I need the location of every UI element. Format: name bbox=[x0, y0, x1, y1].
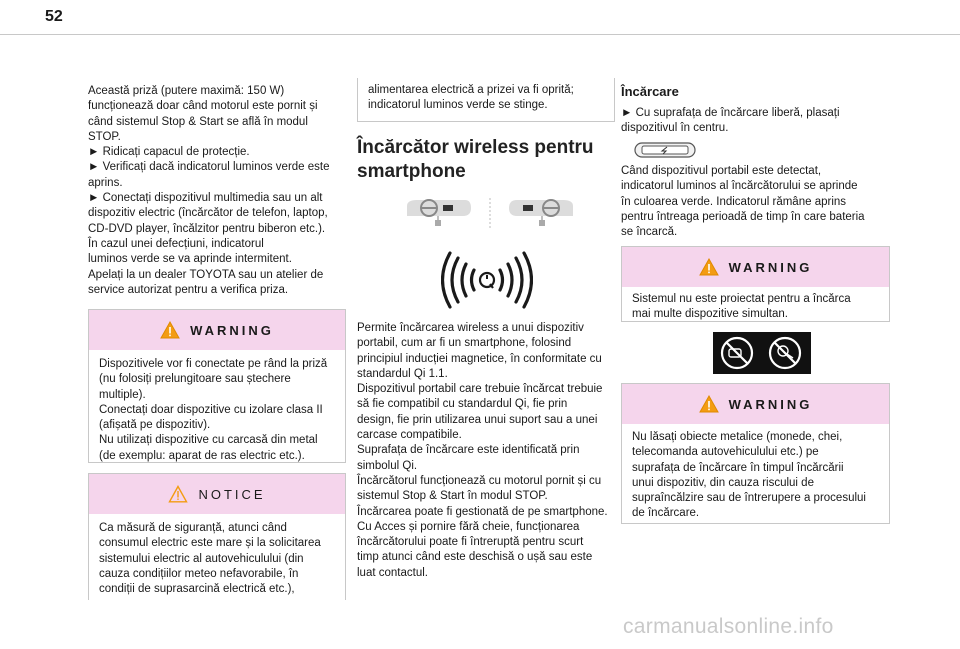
qi-wireless-charging-icon bbox=[441, 250, 533, 312]
page-number: 52 bbox=[45, 8, 63, 25]
notice-cont-line: alimentarea electrică a prizei va fi oprită; bbox=[368, 84, 574, 96]
col2-line: Suprafața de încărcare este identificată prin bbox=[357, 444, 580, 457]
col3-line: în culoarea verde. Indicatorul rămâne aprins bbox=[621, 195, 847, 208]
section-title-line: smartphone bbox=[357, 161, 466, 182]
col1-line: service autorizat pentru a verifica priza. bbox=[88, 283, 289, 296]
notice-box bbox=[88, 473, 346, 600]
col1-line: ► Verificați dacă indicatorul luminos verde este bbox=[88, 161, 330, 174]
warning-line: mai multe dispozitive simultan. bbox=[632, 308, 788, 321]
col1-line: funcționează doar când motorul este pornit și bbox=[88, 100, 318, 113]
col2-line: standardul Qi 1.1. bbox=[357, 367, 448, 380]
col2-line: Permite încărcarea wireless a unui dispozitiv bbox=[357, 322, 584, 334]
notice-triangle-icon bbox=[168, 485, 188, 503]
col1-line: când sistemul Stop & Start se află în modul bbox=[88, 115, 308, 128]
col1-text bbox=[88, 84, 344, 298]
notice-line: consumul electric este mare și la solicitarea bbox=[99, 537, 321, 550]
warning-line: (nu folosiți prelungitoare sau ștechere bbox=[99, 373, 291, 386]
col1-line: CD-DVD player, încălzitor pentru biberon etc.). bbox=[88, 222, 326, 235]
warning-header bbox=[89, 310, 345, 350]
notice-cont-line: indicatorul luminos verde se stinge. bbox=[368, 99, 548, 112]
col1-line: luminos verde se va aprinde intermitent. bbox=[88, 253, 292, 266]
notice-header bbox=[89, 474, 345, 514]
col2-line: simbolul Qi. bbox=[357, 459, 418, 472]
col3-step-line: dispozitivul în centru. bbox=[621, 122, 729, 135]
col3-step bbox=[621, 106, 889, 137]
warning-line: Nu lăsați obiecte metalice (monede, chei, bbox=[632, 431, 843, 443]
warning-triangle-icon bbox=[699, 395, 719, 413]
section-title bbox=[357, 136, 617, 184]
col2-line: carcase compatibile. bbox=[357, 429, 462, 442]
no-metal-objects-icon bbox=[713, 332, 811, 374]
col3-text bbox=[621, 164, 889, 240]
notice-box-continued bbox=[357, 78, 615, 122]
col1-line: Această priză (putere maximă: 150 W) bbox=[88, 85, 285, 97]
col1-line: dispozitiv electric (încărcător de telefon, laptop, bbox=[88, 207, 328, 220]
col1-line: STOP. bbox=[88, 130, 121, 143]
col2-line: sistemul Stop & Start în modul STOP. bbox=[357, 490, 548, 503]
col1-line: În cazul unei defecțiuni, indicatorul bbox=[88, 237, 264, 250]
warning-line: Nu utilizați dispozitive cu carcasă din metal bbox=[99, 434, 318, 447]
col1-line: ► Conectați dispozitivul multimedia sau un alt bbox=[88, 192, 323, 205]
col3-line: se încarcă. bbox=[621, 226, 678, 239]
warning-header bbox=[622, 247, 889, 287]
warning-box-metal-objects bbox=[621, 383, 890, 524]
dashboard-location-icon bbox=[405, 196, 575, 232]
col2-line: Încărcătorul funcționează cu motorul pornit și cu bbox=[357, 474, 602, 487]
watermark: carmanualsonline.info bbox=[623, 615, 834, 638]
charging-pad-icon bbox=[634, 142, 696, 158]
col2-line: design, fie prin utilizarea unui suport sau a unei bbox=[357, 413, 598, 426]
warning-box-sockets bbox=[88, 309, 346, 463]
notice-line: cauza condițiilor meteo nefavorabile, în bbox=[99, 567, 299, 580]
notice-heading: NOTICE bbox=[198, 486, 266, 502]
col2-line: Încărcarea poate fi gestionată de pe smartphone. bbox=[357, 505, 608, 518]
col2-text bbox=[357, 321, 617, 581]
col2-line: luat contactul. bbox=[357, 566, 428, 579]
notice-line: sistemului electric al autovehiculului (din bbox=[99, 552, 304, 565]
warning-heading: WARNING bbox=[728, 396, 813, 412]
col3-step-line: ► Cu suprafața de încărcare liberă, plasați bbox=[621, 107, 840, 119]
col1-line: ► Ridicați capacul de protecție. bbox=[88, 146, 250, 159]
warning-line: suprafața de încărcare în timpul încărcării bbox=[632, 461, 844, 474]
col2-line: portabil, cum ar fi un smartphone, folosind bbox=[357, 337, 572, 350]
section-title-line: Încărcător wireless pentru bbox=[357, 137, 594, 158]
col2-line: principiul inducției magnetice, în conformitate cu bbox=[357, 352, 602, 365]
col1-line: Apelați la un dealer TOYOTA sau un atelier de bbox=[88, 268, 324, 281]
col3-line: pentru întreaga perioadă de timp în care bateria bbox=[621, 210, 865, 223]
col2-line: Dispozitivul portabil care trebuie încărcat trebuie bbox=[357, 383, 603, 396]
warning-line: multiple). bbox=[99, 388, 146, 401]
warning-triangle-icon bbox=[699, 258, 719, 276]
warning-line: telecomanda autovehiculului etc.) pe bbox=[632, 446, 819, 459]
warning-header bbox=[622, 384, 889, 424]
warning-line: Dispozitivele vor fi conectate pe rând la priză bbox=[99, 358, 328, 370]
col2-line: încărcătorului poate fi întreruptă pentru scurt bbox=[357, 536, 584, 549]
warning-line: unui dispozitiv, din cauza riscului de bbox=[632, 476, 814, 489]
col2-line: Cu Acces și pornire fără cheie, funcționarea bbox=[357, 520, 580, 533]
warning-heading: WARNING bbox=[728, 259, 813, 275]
notice-line: Ca măsură de siguranță, atunci când bbox=[99, 522, 287, 534]
warning-line: de încărcare. bbox=[632, 507, 700, 520]
warning-heading: WARNING bbox=[190, 322, 274, 338]
col2-line: să fie compatibil cu standardul Qi, fie prin bbox=[357, 398, 568, 411]
warning-line: Conectați doar dispozitive cu izolare clasa II bbox=[99, 403, 323, 416]
warning-triangle-icon bbox=[160, 321, 180, 339]
warning-line: Sistemul nu este proiectat pentru a încărca bbox=[632, 293, 851, 305]
notice-line: condiții de suprasarcină electrică etc.), bbox=[99, 583, 295, 596]
warning-box-multiple-devices bbox=[621, 246, 890, 322]
charging-heading: Încărcare bbox=[621, 84, 679, 99]
col3-line: Când dispozitivul portabil este detectat, bbox=[621, 165, 822, 177]
header-divider bbox=[0, 34, 960, 35]
col1-line: aprins. bbox=[88, 176, 123, 189]
warning-line: (afișată pe dispozitiv). bbox=[99, 419, 211, 432]
warning-line: (de exemplu: aparat de ras electric etc.). bbox=[99, 449, 305, 462]
col3-line: indicatorul luminos al încărcătorului se aprinde bbox=[621, 180, 858, 193]
warning-line: supraîncălzire sau de întrerupere a procesului bbox=[632, 492, 866, 505]
col2-line: timp atunci când este deschisă o ușă sau este bbox=[357, 551, 593, 564]
